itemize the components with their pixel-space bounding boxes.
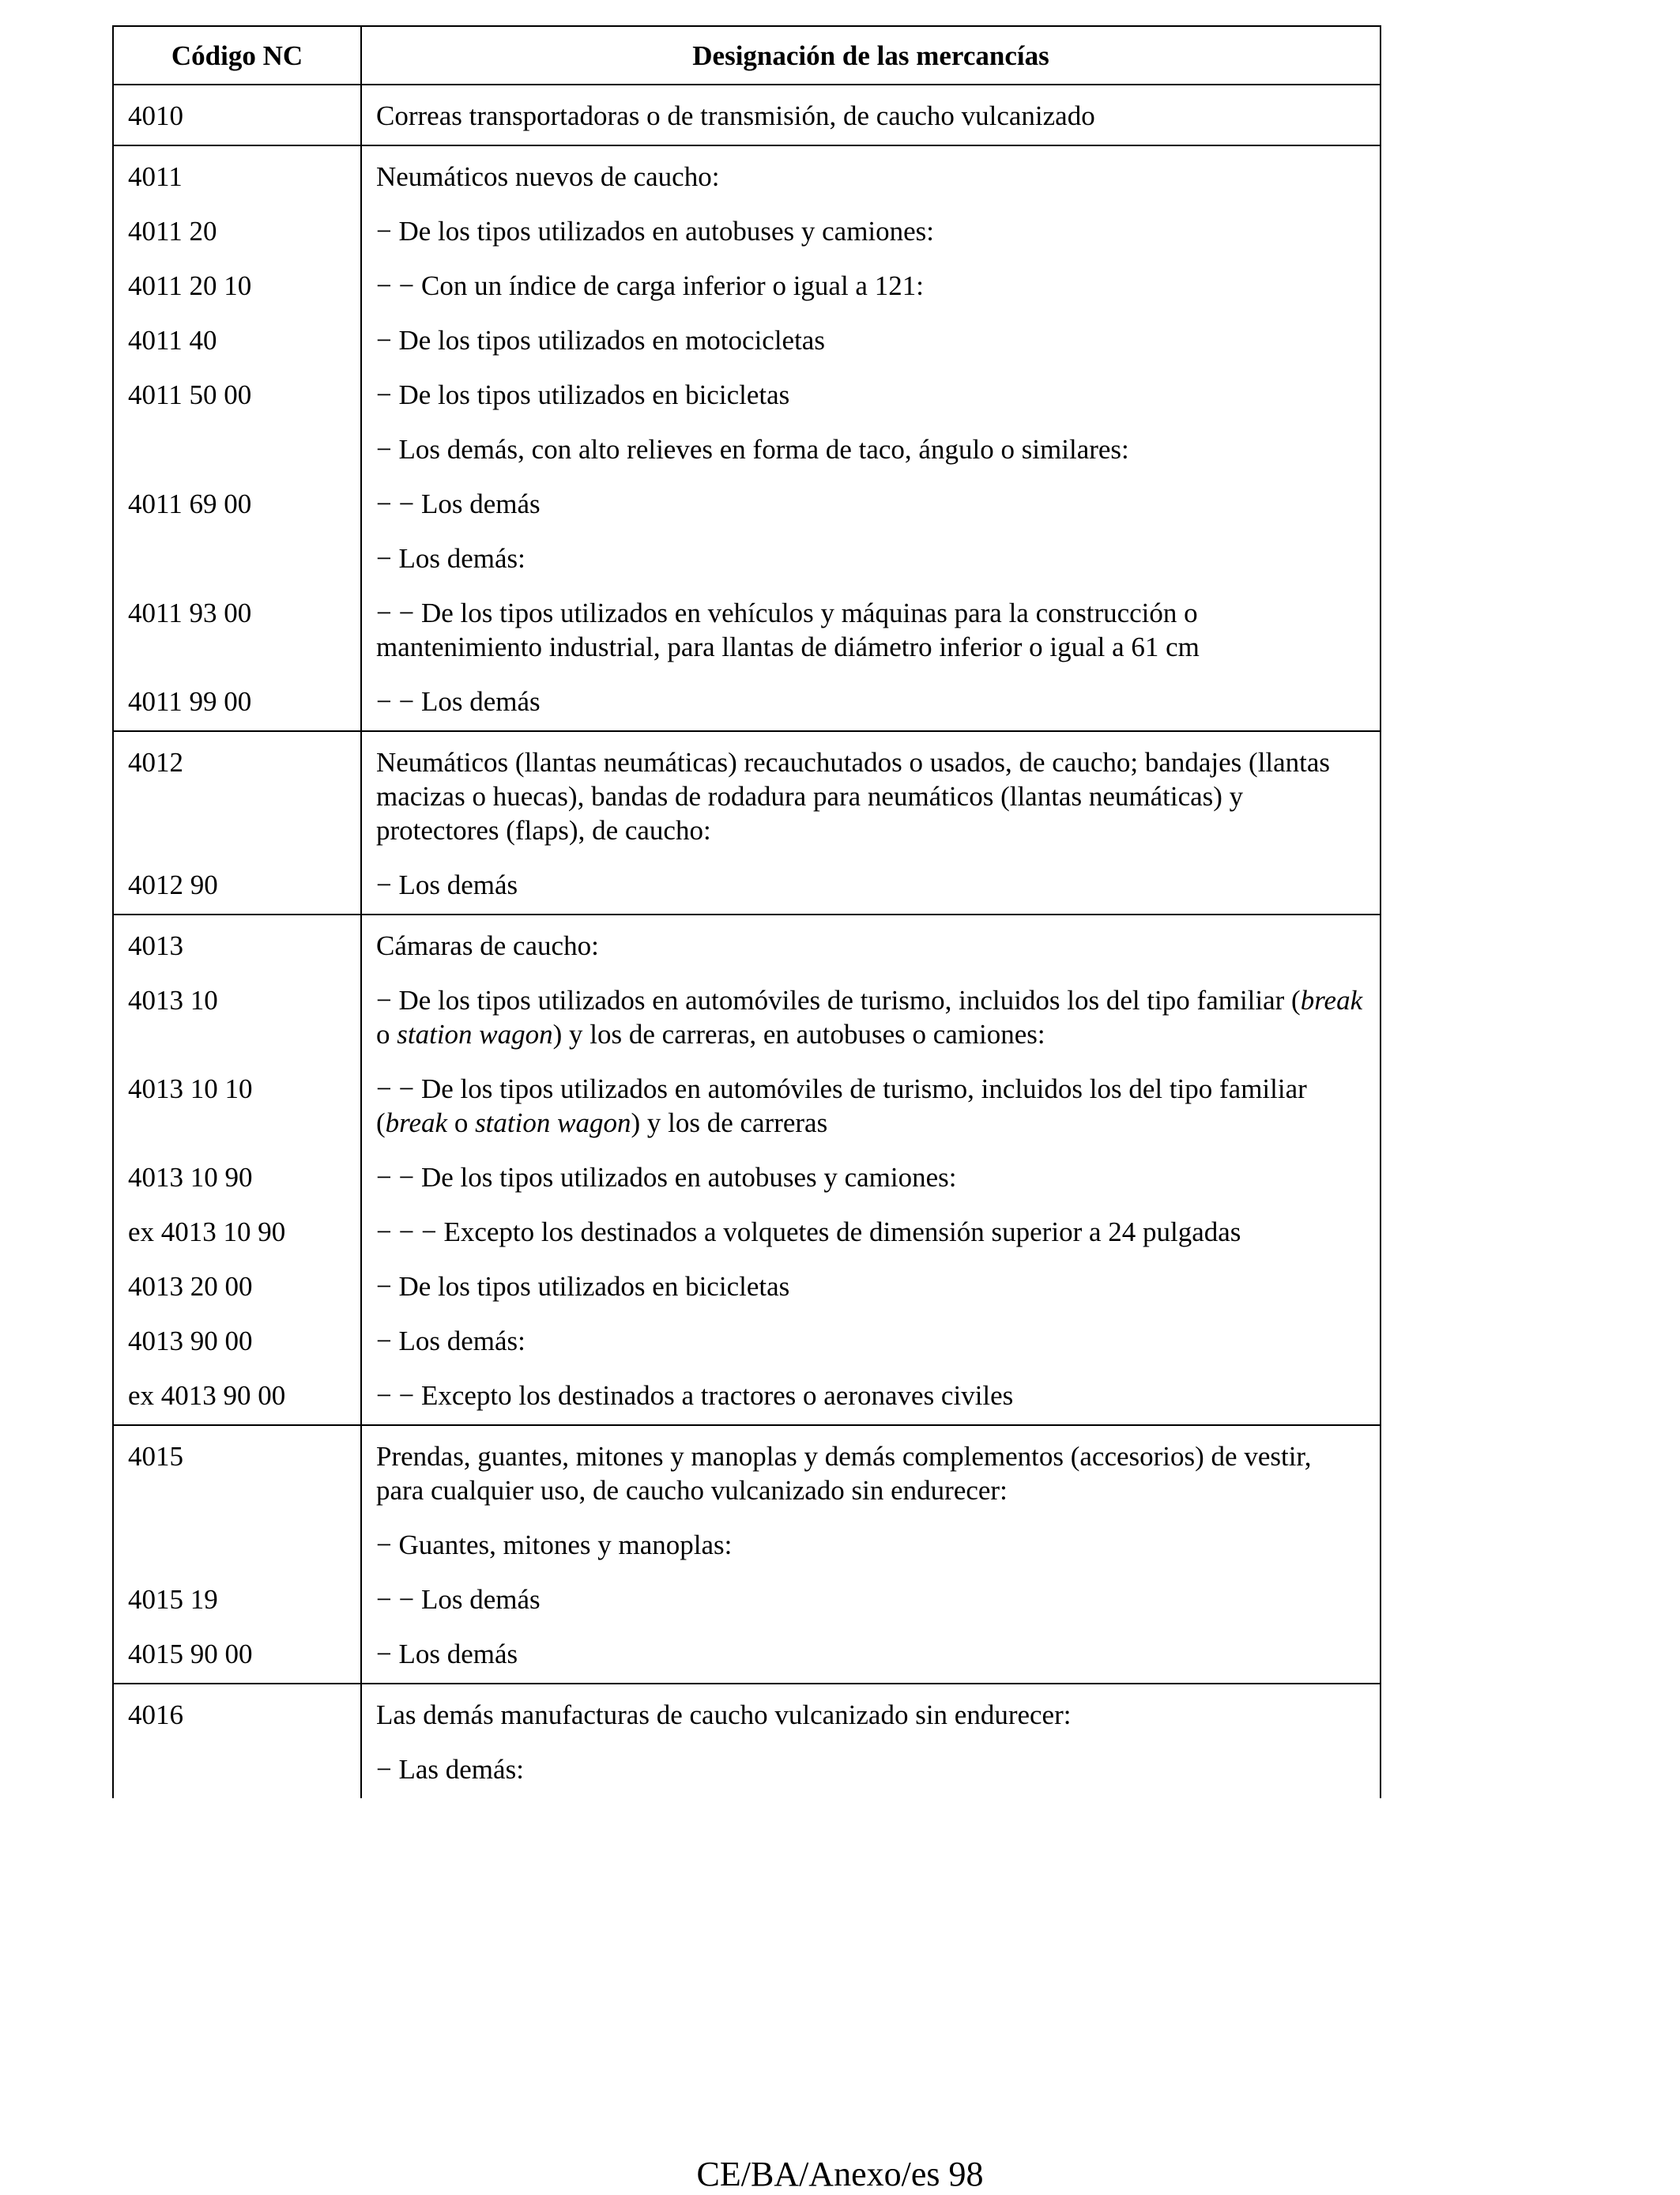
cn-code-cell: 4011 20 [113,206,361,260]
description-cell: − − Los demás [361,1574,1381,1628]
header-row [113,26,1381,85]
description-cell: − De los tipos utilizados en autobuses y camiones: [361,206,1381,260]
cn-code-cell: 4016 [113,1684,361,1744]
description-cell: Neumáticos (llantas neumáticas) recauchutados o usados, de caucho; bandajes (llantas macizas o huecas), bandas de rodadura para neumáticos (llantas neumáticas) y protectores (flaps), de caucho: [361,731,1381,859]
table-row [113,206,1381,260]
description-text: − − De los tipos utilizados en automóviles de turismo, incluidos los del tipo familiar ( [376,1073,1307,1138]
cn-code-cell: 4013 [113,915,361,975]
cn-code-cell: 4010 [113,85,361,145]
description-cell: − − De los tipos utilizados en vehículos y máquinas para la construcción o mantenimiento industrial, para llantas de diámetro inferior o igual a 61 cm [361,587,1381,676]
table-row [113,315,1381,369]
cn-code-cell [113,1744,361,1798]
table-header [113,26,1381,85]
description-cell: − − De los tipos utilizados en autobuses y camiones: [361,1152,1381,1206]
description-text: o [376,1019,397,1050]
cn-code-cell: 4011 20 10 [113,260,361,315]
table-row [113,1261,1381,1315]
cn-code-cell: 4013 10 [113,975,361,1063]
italic-term: station wagon [397,1019,553,1050]
table-row [113,1628,1381,1684]
cn-code-cell: ex 4013 10 90 [113,1206,361,1261]
cn-code-cell: 4015 [113,1425,361,1519]
cn-code-cell: ex 4013 90 00 [113,1370,361,1425]
italic-term: break [385,1107,448,1138]
heading-group [113,1684,1381,1798]
description-cell: Las demás manufacturas de caucho vulcanizado sin endurecer: [361,1684,1381,1744]
cn-code-cell: 4011 50 00 [113,369,361,424]
description-cell: − − − Excepto los destinados a volquetes de dimensión superior a 24 pulgadas [361,1206,1381,1261]
table-row [113,1315,1381,1370]
table-row [113,478,1381,533]
table-row [113,1370,1381,1425]
description-cell: − Las demás: [361,1744,1381,1798]
description-cell [361,1063,1381,1152]
table-row [113,260,1381,315]
table-row [113,145,1381,206]
cn-code-cell: 4011 99 00 [113,676,361,731]
goods-table [112,25,1381,1798]
description-cell: − Los demás: [361,533,1381,587]
table-row [113,533,1381,587]
description-text: o [447,1107,476,1138]
table-row [113,975,1381,1063]
description-cell: Correas transportadoras o de transmisión, de caucho vulcanizado [361,85,1381,145]
description-cell: − − Con un índice de carga inferior o igual a 121: [361,260,1381,315]
description-text: − De los tipos utilizados en automóviles de turismo, incluidos los del tipo familiar ( [376,985,1301,1016]
description-cell: Prendas, guantes, mitones y manoplas y demás complementos (accesorios) de vestir, para cualquier uso, de caucho vulcanizado sin endurecer: [361,1425,1381,1519]
heading-group [113,85,1381,145]
cn-code-cell [113,1519,361,1574]
heading-group [113,915,1381,1425]
table-row [113,85,1381,145]
header-description: Designación de las mercancías [361,26,1381,85]
table-row [113,1744,1381,1798]
italic-term: station wagon [475,1107,631,1138]
table-row [113,915,1381,975]
table-row [113,1152,1381,1206]
description-cell: − Los demás: [361,1315,1381,1370]
description-cell: − Los demás [361,1628,1381,1684]
cn-code-cell [113,533,361,587]
description-cell: − De los tipos utilizados en motocicletas [361,315,1381,369]
header-code: Código NC [113,26,361,85]
description-cell: − − Los demás [361,676,1381,731]
table-row [113,1519,1381,1574]
table-row [113,587,1381,676]
description-cell: − − Excepto los destinados a tractores o aeronaves civiles [361,1370,1381,1425]
cn-code-cell: 4011 93 00 [113,587,361,676]
cn-code-cell: 4013 90 00 [113,1315,361,1370]
description-cell: − − Los demás [361,478,1381,533]
page-footer: CE/BA/Anexo/es 98 [696,2155,984,2193]
table-row [113,731,1381,859]
table-row [113,1063,1381,1152]
heading-group [113,145,1381,731]
cn-code-cell: 4012 [113,731,361,859]
cn-code-cell: 4013 10 10 [113,1063,361,1152]
cn-code-cell [113,424,361,478]
cn-code-cell: 4012 90 [113,859,361,915]
heading-group [113,1425,1381,1684]
table-row [113,369,1381,424]
cn-code-cell: 4015 90 00 [113,1628,361,1684]
description-cell: − De los tipos utilizados en bicicletas [361,369,1381,424]
cn-code-cell: 4011 69 00 [113,478,361,533]
cn-code-cell: 4015 19 [113,1574,361,1628]
description-cell: − Guantes, mitones y manoplas: [361,1519,1381,1574]
cn-code-cell: 4013 20 00 [113,1261,361,1315]
description-cell: − Los demás [361,859,1381,915]
cn-code-cell: 4011 [113,145,361,206]
description-cell: Neumáticos nuevos de caucho: [361,145,1381,206]
table-row [113,1684,1381,1744]
table-row [113,859,1381,915]
description-cell [361,975,1381,1063]
description-cell: Cámaras de caucho: [361,915,1381,975]
description-text: ) y los de carreras, en autobuses o camiones: [552,1019,1045,1050]
description-text: ) y los de carreras [631,1107,828,1138]
description-cell: − Los demás, con alto relieves en forma de taco, ángulo o similares: [361,424,1381,478]
table-row [113,424,1381,478]
table-row [113,1574,1381,1628]
italic-term: break [1300,985,1363,1016]
description-cell: − De los tipos utilizados en bicicletas [361,1261,1381,1315]
table-row [113,676,1381,731]
cn-code-cell: 4013 10 90 [113,1152,361,1206]
table-row [113,1425,1381,1519]
cn-code-cell: 4011 40 [113,315,361,369]
heading-group [113,731,1381,915]
table-row [113,1206,1381,1261]
